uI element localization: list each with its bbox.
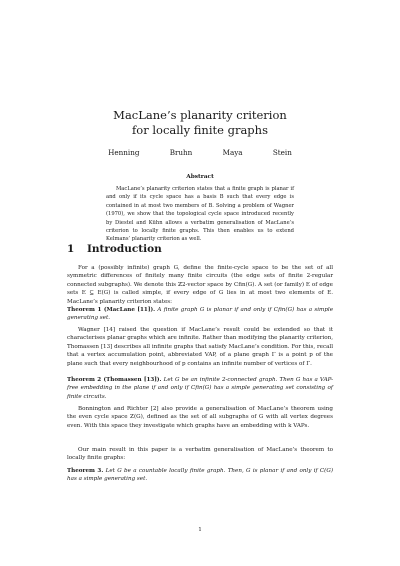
theorem-1 — [67, 306, 333, 323]
abstract-text: MacLane’s planarity criterion states that a finite graph is planar if and only if its cycle space has a basis B such that every edge is contained in at most two members of B. Solving a problem of Wagner (1970), we show that the topological cycle space introduced recently by Diestel and Kühn allows a verbatim generalisation of MacLane’s criterion to locally finite graphs. This then enables us to extend Kelmans’ planarity criterion as well. — [106, 186, 294, 243]
theorem-2-label: Theorem 2 (Thomassen [13]). — [67, 377, 162, 383]
theorem-1-label: Theorem 1 (MacLane [11]). — [67, 307, 156, 313]
theorem-2-statement: Let G be an infinite 2-connected graph. Then G has a VAP-free embedding in the plane if and only if Cfin(G) has a simple generating set consisting of finite circuits. — [67, 377, 333, 400]
theorem-3-label: Theorem 3. — [67, 468, 104, 474]
page-number: 1 — [198, 527, 202, 533]
paragraph-1: For a (possibly infinite) graph G, define the finite-cycle space to be the set of all symmetric differences of finitely many finite circuits (the edge sets of finite 2-regular connected subgraphs). We denote this ℤ2-vector space by Cfin(G). A set (or family) E of edge sets E ⊆ E(G) is called simple, if every edge of G lies in at most two elements of E. MacLane’s planarity criterion states: — [67, 265, 333, 305]
abstract-heading: Abstract — [186, 174, 214, 180]
paragraph-3: Bonnington and Richter [2] also provide a generalisation of MacLane’s theorem using the even cycle space Z(G), defined as the set of all subgraphs of G with all vertex degrees even. With this space they investigate which graphs have an embedding with k VAPs. — [67, 406, 333, 429]
theorem-2 — [67, 376, 333, 401]
section-title: Introduction — [87, 243, 162, 255]
section-number: 1 — [67, 243, 75, 255]
title-line-1: MacLane’s planarity criterion — [113, 108, 287, 122]
paragraph-2: Wagner [14] raised the question if MacLane’s result could be extended so that it characterises planar graphs which are infinite. Rather than modifying the planarity criterion, Thomassen [13] describes all infinite graphs that satisfy MacLane’s condition. For this, recall that a vertex accumulation point, abbreviated VAP, of a plane graph Γ is a point p of the plane such that every neighbourhood of p contains an infinite number of vertices of Γ. — [67, 327, 333, 367]
theorem-1-statement: A finite graph G is planar if and only if Cfin(G) has a simple generating set. — [67, 307, 334, 322]
authors: Henning Bruhn Maya Stein — [108, 148, 292, 157]
title-line-2: for locally finite graphs — [132, 123, 268, 137]
paragraph-4: Our main result in this paper is a verbatim generalisation of MacLane’s theorem to locally finite graphs: — [67, 447, 333, 462]
theorem-3-statement: Let G be a countable locally finite graph. Then, G is planar if and only if C(G) has a simple generating set. — [67, 468, 333, 483]
section-heading — [67, 243, 162, 255]
theorem-3 — [67, 467, 333, 484]
